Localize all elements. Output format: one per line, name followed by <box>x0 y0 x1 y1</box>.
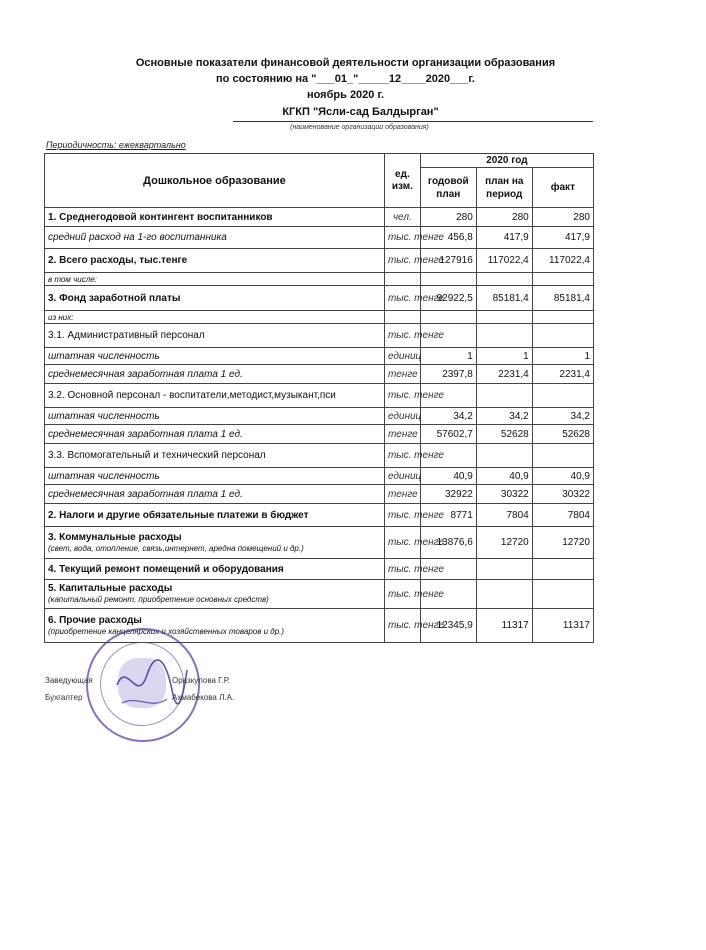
table-row <box>45 425 594 444</box>
row-annual-plan: 456,8 <box>420 227 476 249</box>
row-unit: тыс. тенге <box>384 580 420 609</box>
table-row <box>45 527 594 559</box>
row-fact: 34,2 <box>532 408 593 425</box>
row-fact: 52628 <box>532 425 593 444</box>
report-period: ноябрь 2020 г. <box>306 89 385 101</box>
row-title: 6. Прочие расходы <box>48 614 142 626</box>
table-row <box>45 504 594 527</box>
row-period-plan: 7804 <box>476 504 532 527</box>
row-annual-plan: 57602,7 <box>420 425 476 444</box>
row-period-plan <box>476 580 532 609</box>
row-label: 3.3. Вспомогательный и технический персонал <box>45 444 385 468</box>
row-unit: тыс. тенге <box>384 559 420 580</box>
row-unit: тыс. тенге <box>384 384 420 408</box>
table-row <box>45 208 594 227</box>
row-unit: тыс. тенге <box>384 609 420 643</box>
organization-underline <box>233 121 593 122</box>
row-unit: единиц <box>384 408 420 425</box>
row-unit: тыс. тенге <box>384 527 420 559</box>
row-annual-plan: 40,9 <box>420 468 476 485</box>
table-row <box>45 580 594 609</box>
row-fact <box>532 384 593 408</box>
row-period-plan: 11317 <box>476 609 532 643</box>
row-period-plan <box>476 559 532 580</box>
row-period-plan: 40,9 <box>476 468 532 485</box>
row-period-plan: 117022,4 <box>476 249 532 273</box>
row-fact: 85181,4 <box>532 286 593 311</box>
row-annual-plan: 2397,8 <box>420 365 476 384</box>
row-annual-plan: 280 <box>420 208 476 227</box>
row-note: (свет, вода, отопление, связь,интернет, аредна помещений и др.) <box>48 543 304 553</box>
row-unit: тыс. тенге <box>384 504 420 527</box>
row-note: (приобретение канцелярских и хозяйственных товаров и др.) <box>48 626 285 636</box>
row-annual-plan: 8771 <box>420 504 476 527</box>
organization-note: (наименование организации образования) <box>290 124 429 131</box>
table-row <box>45 444 594 468</box>
row-label <box>45 527 385 559</box>
row-unit: тыс. тенге <box>384 444 420 468</box>
row-period-plan: 280 <box>476 208 532 227</box>
table-row <box>45 324 594 348</box>
row-period-plan: 30322 <box>476 485 532 504</box>
row-label: среднемесячная заработная плата 1 ед. <box>45 485 385 504</box>
row-period-plan <box>476 384 532 408</box>
row-period-plan: 52628 <box>476 425 532 444</box>
table-row <box>45 559 594 580</box>
row-fact: 417,9 <box>532 227 593 249</box>
row-unit: тенге <box>384 485 420 504</box>
row-label: 2. Всего расходы, тыс.тенге <box>45 249 385 273</box>
row-unit: тыс. тенге <box>384 249 420 273</box>
row-fact <box>532 444 593 468</box>
row-unit: тыс. тенге <box>384 227 420 249</box>
row-unit: единиц <box>384 348 420 365</box>
row-label <box>45 609 385 643</box>
head-signature-name: Оразкулова Г.Р. <box>172 676 230 685</box>
row-period-plan: 85181,4 <box>476 286 532 311</box>
row-label <box>45 580 385 609</box>
row-label: 1. Среднегодовой контингент воспитанников <box>45 208 385 227</box>
row-annual-plan: 13876,6 <box>420 527 476 559</box>
row-label: 2. Налоги и другие обязательные платежи в бюджет <box>45 504 385 527</box>
table-row <box>45 384 594 408</box>
row-fact: 280 <box>532 208 593 227</box>
row-label: штатная численность <box>45 408 385 425</box>
row-fact: 30322 <box>532 485 593 504</box>
row-label: средний расход на 1-го воспитанника <box>45 227 385 249</box>
row-note: (капитальный ремонт, приобретение основных средств) <box>48 595 269 604</box>
report-date-line: по состоянию на "___01_"_____12____2020___г. <box>216 73 475 85</box>
row-period-plan: 34,2 <box>476 408 532 425</box>
row-unit: единиц <box>384 468 420 485</box>
row-label: среднемесячная заработная плата 1 ед. <box>45 425 385 444</box>
table-row <box>45 348 594 365</box>
row-label: 3. Фонд заработной платы <box>45 286 385 311</box>
annual-plan-header: годовой план <box>420 168 476 208</box>
row-fact: 12720 <box>532 527 593 559</box>
row-annual-plan: 1 <box>420 348 476 365</box>
section-header: Дошкольное образование <box>45 154 385 208</box>
row-annual-plan: 34,2 <box>420 408 476 425</box>
row-fact <box>532 580 593 609</box>
row-unit: тенге <box>384 425 420 444</box>
report-title: Основные показатели финансовой деятельности организации образования <box>135 57 556 69</box>
row-label: 3.1. Административный персонал <box>45 324 385 348</box>
row-period-plan: 2231,4 <box>476 365 532 384</box>
table-row <box>45 311 594 324</box>
row-unit: тыс. тенге <box>384 286 420 311</box>
row-label: штатная численность <box>45 348 385 365</box>
row-period-plan: 417,9 <box>476 227 532 249</box>
table-row <box>45 227 594 249</box>
row-fact <box>532 324 593 348</box>
row-fact: 11317 <box>532 609 593 643</box>
row-period-plan <box>476 444 532 468</box>
row-fact: 117022,4 <box>532 249 593 273</box>
table-row <box>45 365 594 384</box>
fact-header: факт <box>532 168 593 208</box>
row-annual-plan: 127916 <box>420 249 476 273</box>
table-row <box>45 273 594 286</box>
row-label: среднемесячная заработная плата 1 ед. <box>45 365 385 384</box>
table-row <box>45 468 594 485</box>
row-annual-plan: 12345,9 <box>420 609 476 643</box>
row-annual-plan: 32922 <box>420 485 476 504</box>
row-fact: 40,9 <box>532 468 593 485</box>
year-header: 2020 год <box>420 154 593 168</box>
unit-header: ед. изм. <box>384 154 420 208</box>
row-label: из них: <box>45 311 385 324</box>
row-fact: 7804 <box>532 504 593 527</box>
head-signature-label: Заведующая <box>45 676 93 685</box>
row-period-plan: 12720 <box>476 527 532 559</box>
row-label: штатная численность <box>45 468 385 485</box>
row-unit: чел. <box>384 208 420 227</box>
accountant-signature-label: Бухгалтер <box>45 693 83 702</box>
row-unit: тенге <box>384 365 420 384</box>
row-label: 3.2. Основной персонал - воспитатели,методист,музыкант,пси <box>45 384 385 408</box>
periodicity: Периодичность: ежеквартально <box>46 140 186 150</box>
row-label: 4. Текущий ремонт помещений и оборудования <box>45 559 385 580</box>
row-period-plan: 1 <box>476 348 532 365</box>
period-plan-header: план на период <box>476 168 532 208</box>
accountant-signature-name: Ахмабекова Л.А. <box>172 693 235 702</box>
table-row <box>45 286 594 311</box>
row-fact <box>532 559 593 580</box>
organization-name: КГКП "Ясли-сад Балдырган" <box>282 106 439 118</box>
row-title: 5. Капитальные расходы <box>48 583 173 594</box>
row-annual-plan: 92922,5 <box>420 286 476 311</box>
row-fact: 2231,4 <box>532 365 593 384</box>
signature-mark <box>112 655 192 715</box>
row-unit: тыс. тенге <box>384 324 420 348</box>
table-row <box>45 249 594 273</box>
row-fact: 1 <box>532 348 593 365</box>
row-title: 3. Коммунальные расходы <box>48 531 182 543</box>
table-row <box>45 485 594 504</box>
row-label: в том числе: <box>45 273 385 286</box>
table-row <box>45 408 594 425</box>
row-period-plan <box>476 324 532 348</box>
financial-table <box>44 153 594 643</box>
